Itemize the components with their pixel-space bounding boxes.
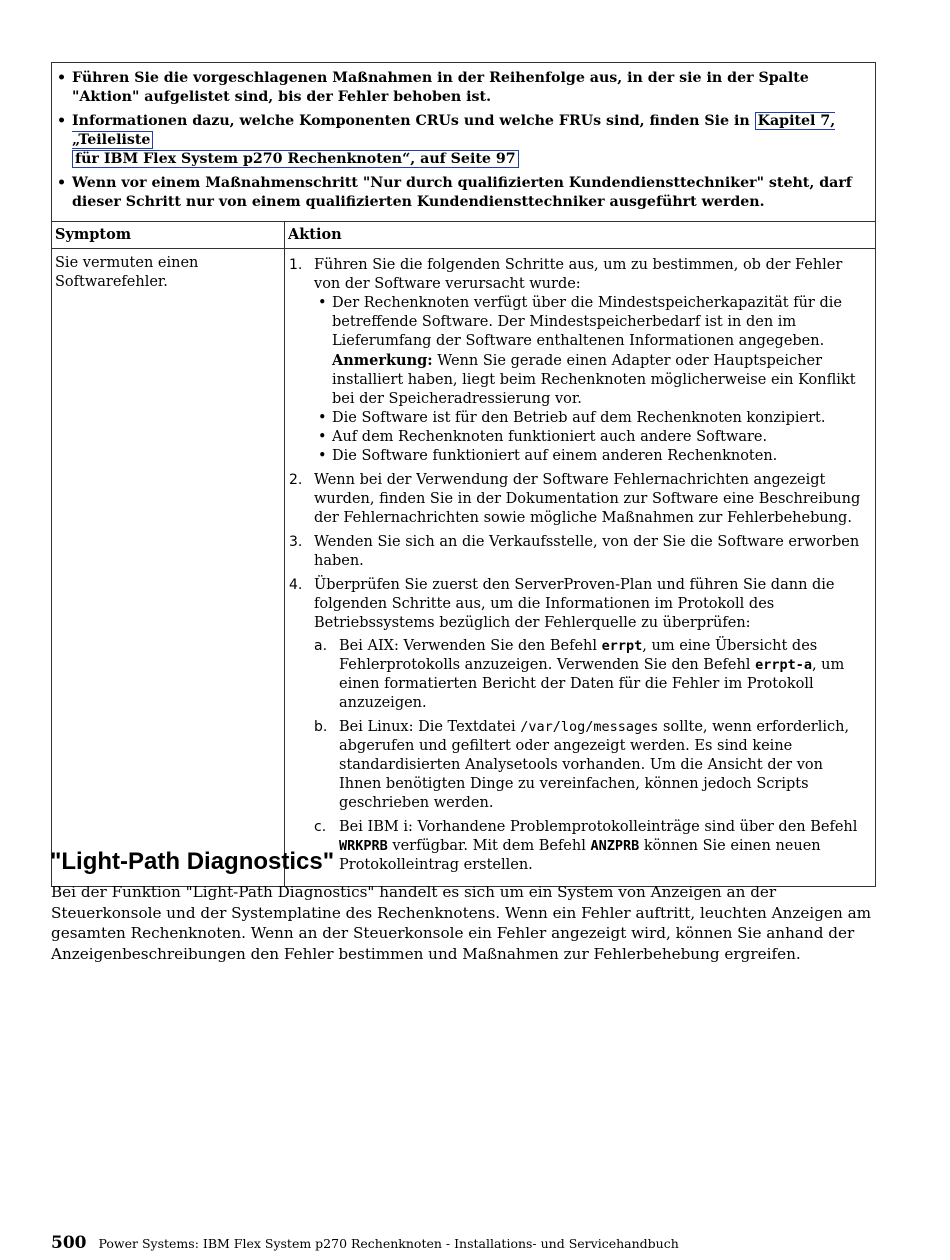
sub-step-text: , um einen formatierten Bericht der Daten für die Fehler im Protokoll anzuzeigen. (339, 657, 845, 711)
page-footer (51, 1233, 679, 1253)
bullet-list (314, 294, 867, 466)
step-text: Überprüfen Sie zuerst den ServerProven-Plan und führen Sie dann die folgenden Schritte aus, um die Informationen im Protokoll des Betriebssystems bezüglich der Fehlerquelle zu überprüfen: (314, 577, 835, 631)
command-errpt-a: errpt-a (755, 657, 812, 673)
list-item (314, 294, 867, 409)
footer-title: Power Systems: IBM Flex System p270 Rechenknoten - Installations- und Servicehandbuch (98, 1236, 679, 1251)
action-steps (289, 256, 867, 875)
table-notes (52, 63, 875, 222)
note-qualified-tech (52, 174, 865, 212)
sub-step-text: Bei IBM i: Vorhandene Problemprotokolleinträge sind über den Befehl (339, 819, 858, 835)
chapter-7-link-part2[interactable]: für IBM Flex System p270 Rechenknoten“, auf Seite 97 (72, 150, 519, 168)
section-heading: "Light-Path Diagnostics" (50, 848, 335, 875)
chapter-7-link-part1[interactable]: Kapitel 7, „Teileliste (72, 113, 836, 148)
symptom-cell: Sie vermuten einen Softwarefehler. (52, 249, 285, 886)
command-errpt: errpt (601, 638, 643, 654)
step-number: 3. (289, 534, 303, 550)
command-wrkprb: WRKPRB (339, 838, 388, 854)
note-label: Anmerkung: (332, 352, 433, 369)
sub-step-letter: b. (314, 719, 328, 735)
note-cru-fru (52, 112, 865, 169)
table-header (52, 222, 875, 249)
sub-step-ibm-i (314, 818, 867, 875)
list-item: • Die Software funktioniert auf einem anderen Rechenknoten. (314, 447, 867, 466)
action-cell (285, 249, 875, 886)
sub-step-text: Bei Linux: Die Textdatei (339, 719, 521, 735)
sub-steps (314, 637, 867, 875)
sub-step-text: verfügbar. Mit dem Befehl (387, 838, 591, 854)
note-order (52, 69, 865, 107)
list-item: • Auf dem Rechenknoten funktioniert auch andere Software. (314, 428, 867, 447)
table-row (52, 249, 875, 886)
list-item: • Die Software ist für den Betrieb auf dem Rechenknoten konzipiert. (314, 409, 867, 428)
step-4 (289, 576, 867, 875)
column-header-action: Aktion (288, 226, 342, 243)
column-header-symptom: Symptom (52, 222, 285, 248)
sub-step-letter: a. (314, 638, 328, 654)
note-cru-fru-text: Informationen dazu, welche Komponenten CRUs und welche FRUs sind, finden Sie in (72, 113, 755, 129)
note-text: Wenn Sie gerade einen Adapter oder Hauptspeicher installiert haben, liegt beim Rechenknoten möglicherweise ein Konflikt bei der Speicheradressierung vor. (332, 353, 856, 407)
note-qualified-tech-text: Wenn vor einem Maßnahmenschritt "Nur durch qualifizierten Kundendiensttechniker" steht, darf dieser Schritt nur von einem qualifizierten Kundendiensttechniker ausgeführt werden. (72, 175, 852, 210)
step-2 (289, 471, 867, 528)
step-1 (289, 256, 867, 466)
sub-step-text: Bei AIX: Verwenden Sie den Befehl (339, 638, 602, 654)
step-number: 2. (289, 472, 303, 488)
file-path: /var/log/messages (520, 719, 659, 735)
step-text: Führen Sie die folgenden Schritte aus, um zu bestimmen, ob der Fehler von der Software verursacht wurde: (314, 257, 843, 292)
sub-step-text: können Sie einen neuen Protokolleintrag erstellen. (339, 838, 821, 873)
sub-step-aix (314, 637, 867, 713)
command-anzprb: ANZPRB (590, 838, 640, 854)
step-number: 1. (289, 257, 303, 273)
note-order-text: Führen Sie die vorgeschlagenen Maßnahmen in der Reihenfolge aus, in der sie in der Spalte "Aktion" aufgelistet sind, bis der Fehler behoben ist. (72, 70, 809, 105)
bullet-text: Der Rechenknoten verfügt über die Mindestspeicherkapazität für die betreffende Software. Der Mindestspeicherbedarf ist in den im Lieferumfang der Software enthaltenen Informationen angegeben. (332, 295, 842, 349)
step-3 (289, 533, 867, 571)
section-paragraph: Bei der Funktion "Light-Path Diagnostics" handelt es sich um ein System von Anzeigen an der Steuerkonsole und der Systemplatine des Rechenknotens. Wenn ein Fehler auftritt, leuchten Anzeigen am gesamten Rechenknoten. Wenn an der Steuerkonsole ein Fehler angezeigt wird, können Sie anhand der Anzeigenbeschreibungen den Fehler bestimmen und Maßnahmen zur Fehlerbehebung ergreifen. (51, 883, 872, 963)
sub-step-linux (314, 718, 867, 813)
step-text: Wenden Sie sich an die Verkaufsstelle, von der Sie die Software erworben haben. (314, 534, 860, 569)
step-number: 4. (289, 577, 303, 593)
sub-step-text: sollte, wenn erforderlich, abgerufen und gefiltert oder angezeigt werden. Es sind keine standardisierten Analysetools vorhanden. Um die Ansicht der von Ihnen benötigten Dinge zu vereinfachen, können jedoch Scripts geschrieben werden. (339, 719, 850, 811)
page-number: 500 (51, 1233, 87, 1253)
troubleshooting-table (51, 62, 876, 887)
sub-step-letter: c. (314, 819, 327, 835)
sub-step-text: , um eine Übersicht des Fehlerprotokolls anzuzeigen. Verwenden Sie den Befehl (339, 638, 818, 673)
step-text: Wenn bei der Verwendung der Software Fehlernachrichten angezeigt wurden, finden Sie in der Dokumentation zur Software eine Beschreibung der Fehlernachrichten sowie mögliche Maßnahmen zur Fehlerbehebung. (314, 472, 861, 526)
